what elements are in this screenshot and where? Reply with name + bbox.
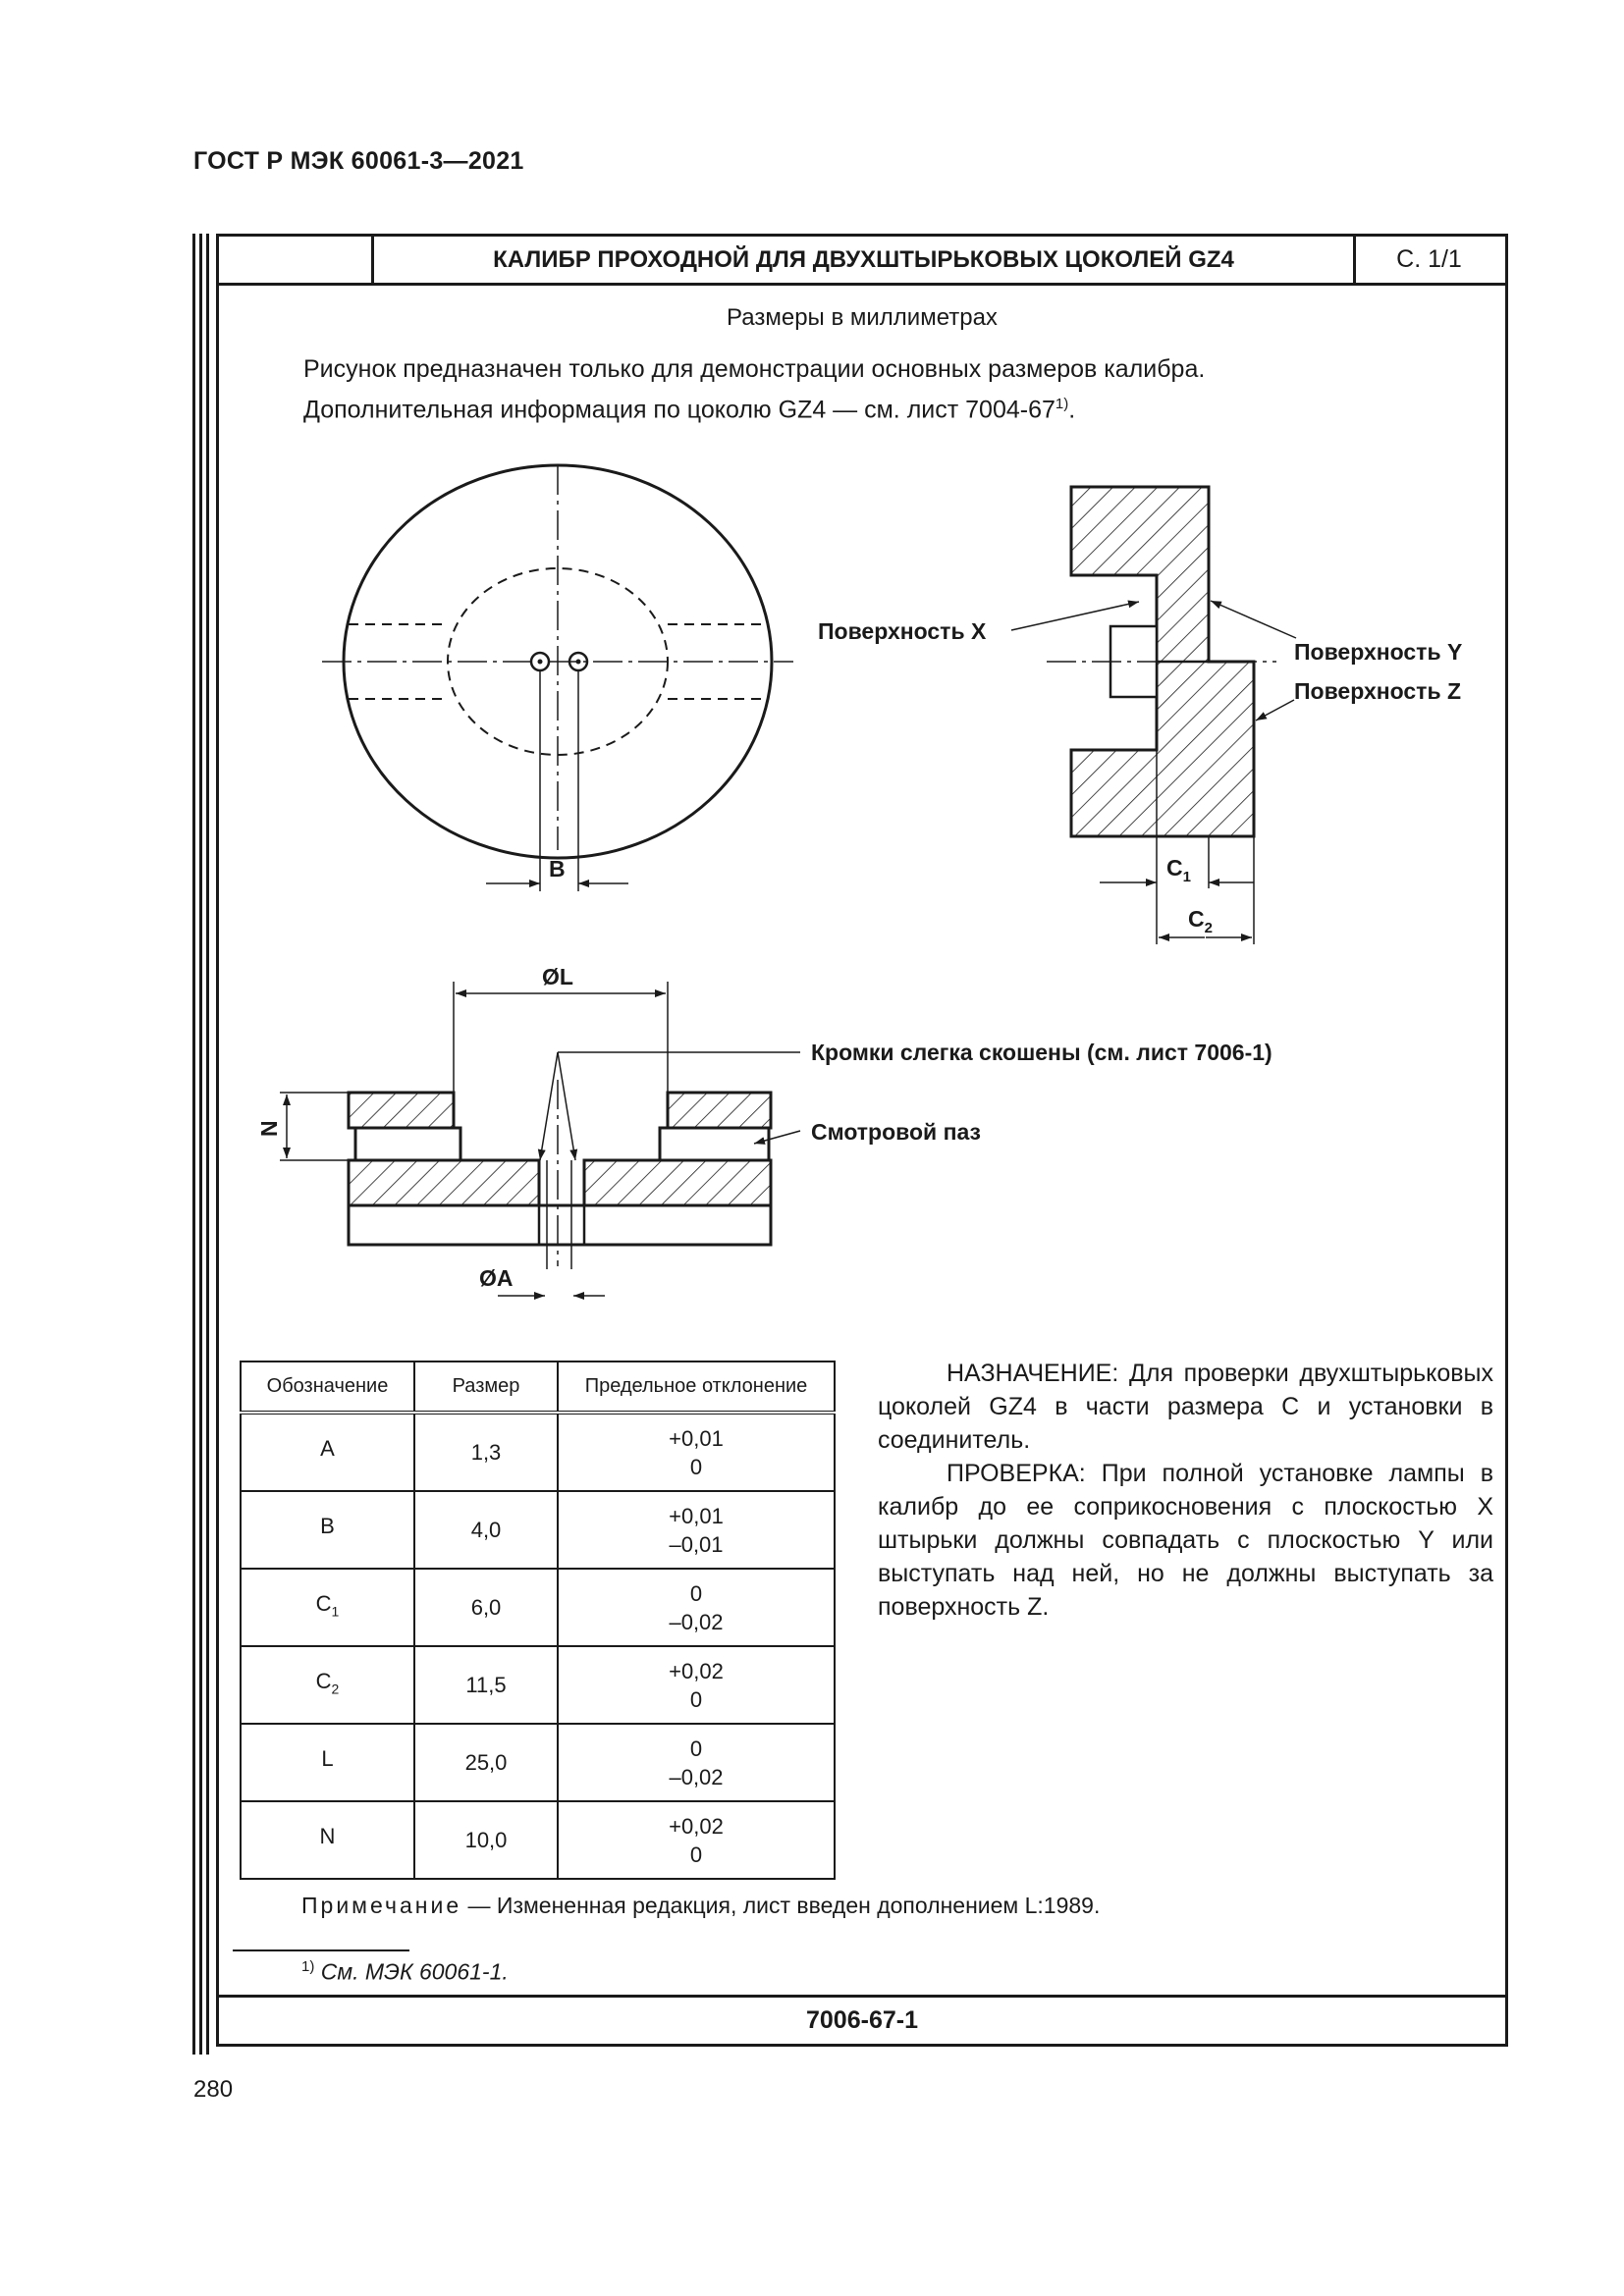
- row-deviation: [558, 1569, 835, 1646]
- dimensions-note: Размеры в миллиметрах: [727, 304, 998, 331]
- row-designation: [241, 1413, 414, 1491]
- pointer-surface-z: [1256, 700, 1294, 721]
- cross-base: [349, 1205, 771, 1245]
- cross-section: [256, 964, 1272, 1296]
- deviation-upper: +0,02: [669, 1813, 724, 1839]
- chamfer-pointer-a: [540, 1052, 558, 1160]
- row-deviation: [558, 1724, 835, 1801]
- label-c1: [1166, 855, 1191, 885]
- intro-line-1: Рисунок предназначен только для демонстрации основных размеров калибра.: [303, 355, 1206, 383]
- table-row: [241, 1491, 835, 1569]
- intro-line-2-text: Дополнительная информация по цоколю GZ4 — см. лист 7004-67: [303, 396, 1056, 424]
- label-n: N: [256, 1120, 282, 1137]
- intro-line-2-end: .: [1068, 396, 1076, 424]
- label-surface-y: Поверхность Y: [1294, 639, 1463, 665]
- table-header-row: [241, 1362, 835, 1413]
- table-row: [241, 1413, 835, 1491]
- label-edges-note: Кромки слегка скошены (см. лист 7006-1): [811, 1040, 1272, 1065]
- footnote-ref: 1): [301, 1958, 315, 1975]
- col-deviation: Предельное отклонение: [558, 1362, 835, 1413]
- row-designation: [241, 1491, 414, 1569]
- designation-main: N: [319, 1823, 336, 1848]
- row-size: 1,3: [414, 1413, 558, 1491]
- note: [301, 1893, 1100, 1919]
- label-c1-sub: 1: [1182, 869, 1191, 885]
- side-section: [818, 487, 1462, 944]
- col-size: Размер: [414, 1362, 558, 1413]
- row-designation: [241, 1801, 414, 1879]
- cross-top-left-block: [349, 1093, 454, 1128]
- deviation-lower: 0: [689, 1686, 703, 1712]
- row-size: 4,0: [414, 1491, 558, 1569]
- label-c2-main: C: [1188, 906, 1205, 932]
- designation-sub: 1: [331, 1603, 340, 1620]
- col-designation: Обозначение: [241, 1362, 414, 1413]
- designation-main: B: [320, 1513, 335, 1538]
- deviation-lower: –0,01: [669, 1531, 724, 1557]
- standard-header: ГОСТ Р МЭК 60061-3—2021: [193, 147, 524, 175]
- table-row: [241, 1646, 835, 1724]
- purpose-text: [878, 1357, 1493, 1624]
- deviation-lower: 0: [689, 1454, 703, 1479]
- deviation-upper: +0,01: [669, 1425, 724, 1451]
- footnote-rule: [233, 1949, 409, 1951]
- label-b: B: [549, 856, 566, 881]
- row-deviation: [558, 1646, 835, 1724]
- label-dia-l: ØL: [542, 964, 573, 989]
- cross-mid-right-block: [660, 1128, 769, 1160]
- chamfer-pointer-b: [558, 1052, 575, 1160]
- table-row: [241, 1569, 835, 1646]
- purpose-paragraph: НАЗНАЧЕНИЕ: Для проверки двухштырьковых цоколей GZ4 в части размера C и установки в соединитель.: [878, 1360, 1493, 1454]
- row-designation: [241, 1646, 414, 1724]
- top-view: [322, 465, 793, 891]
- row-size: 10,0: [414, 1801, 558, 1879]
- designation-main: L: [321, 1745, 334, 1771]
- pin-hole-left-center: [538, 660, 543, 665]
- row-size: 6,0: [414, 1569, 558, 1646]
- designation-main: C: [315, 1668, 332, 1693]
- label-c2: [1188, 906, 1213, 936]
- footnote-text: См. МЭК 60061-1.: [314, 1958, 509, 1985]
- row-deviation: [558, 1491, 835, 1569]
- check-paragraph: ПРОВЕРКА: При полной установке лампы в калибр до ее соприкосновения с плоскостью X штырьки должны совпадать с плоскостью Y или выступать над ней, но не должны выступать за поверхность Z.: [878, 1460, 1493, 1621]
- label-dia-a: ØA: [479, 1265, 514, 1291]
- intro-footnote-ref: 1): [1055, 396, 1069, 412]
- row-designation: [241, 1724, 414, 1801]
- cross-mid-left-block: [355, 1128, 460, 1160]
- row-size: 25,0: [414, 1724, 558, 1801]
- deviation-lower: –0,02: [669, 1609, 724, 1634]
- deviation-upper: +0,02: [669, 1658, 724, 1683]
- designation-sub: 2: [331, 1681, 340, 1697]
- label-surface-x: Поверхность X: [818, 618, 987, 644]
- deviation-upper: 0: [689, 1735, 703, 1761]
- pointer-surface-y: [1211, 601, 1296, 638]
- row-designation: [241, 1569, 414, 1646]
- dimensions-table: [240, 1361, 836, 1880]
- row-deviation: [558, 1801, 835, 1879]
- designation-main: A: [320, 1435, 335, 1461]
- row-size: 11,5: [414, 1646, 558, 1724]
- deviation-lower: 0: [689, 1842, 703, 1867]
- deviation-upper: 0: [689, 1580, 703, 1606]
- cross-plate-left: [349, 1160, 539, 1205]
- deviation-lower: –0,02: [669, 1764, 724, 1789]
- label-c1-main: C: [1166, 855, 1183, 881]
- sheet-title: КАЛИБР ПРОХОДНОЙ ДЛЯ ДВУХШТЫРЬКОВЫХ ЦОКОЛЕЙ GZ4: [374, 237, 1356, 283]
- footnote: [301, 1958, 509, 1986]
- row-deviation: [558, 1413, 835, 1491]
- label-view-slot: Смотровой паз: [811, 1119, 981, 1145]
- page-number: 280: [193, 2076, 234, 2103]
- cross-top-right-block: [668, 1093, 771, 1128]
- label-surface-z: Поверхность Z: [1294, 678, 1462, 704]
- note-text: — Измененная редакция, лист введен дополнением L:1989.: [461, 1893, 1101, 1918]
- table-row: [241, 1724, 835, 1801]
- label-c2-sub: 2: [1204, 920, 1213, 936]
- sheet-number: 7006-67-1: [219, 1995, 1505, 2044]
- pin-hole-right-center: [576, 660, 581, 665]
- designation-main: C: [315, 1590, 332, 1616]
- note-prefix: Примечание: [301, 1893, 462, 1918]
- cross-plate-right: [584, 1160, 771, 1205]
- deviation-upper: +0,01: [669, 1503, 724, 1528]
- table-row: [241, 1801, 835, 1879]
- sheet-page: С. 1/1: [1396, 245, 1462, 273]
